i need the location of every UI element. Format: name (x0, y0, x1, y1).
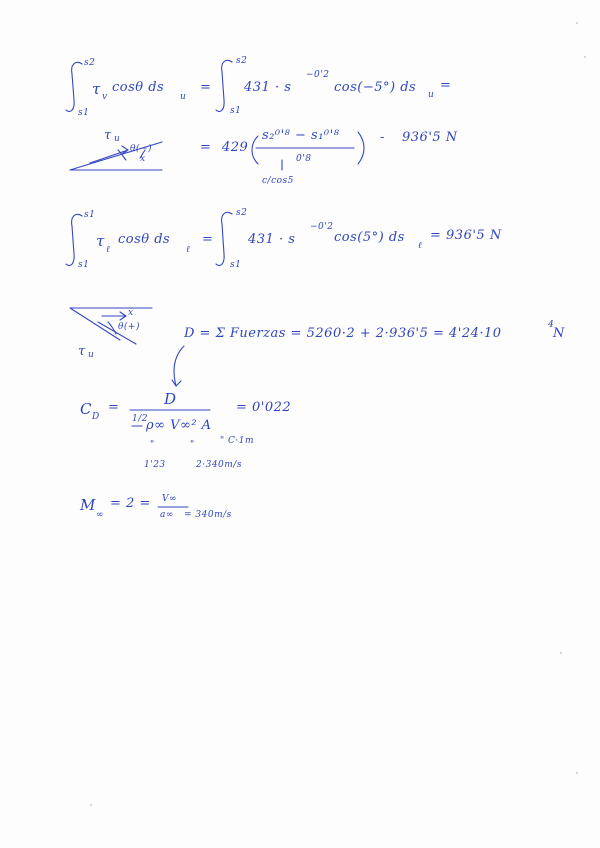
eq3-integrand: τ (96, 232, 105, 250)
eq2-coefficient: 429 (222, 140, 249, 155)
integral-sign-3 (66, 214, 82, 265)
scan-speck (576, 22, 578, 24)
eq1-integrand: τ (92, 80, 101, 98)
eq5-equals: = (108, 400, 120, 415)
eq6-lhs: M (80, 496, 96, 514)
eq3-lower-limit-2: s1 (230, 260, 242, 270)
eq1-lower-limit-2: s1 (230, 106, 242, 116)
eq2-diagram-label: τ (104, 128, 112, 143)
integral-sign-4 (216, 212, 232, 265)
eq3-integrand-sub: ℓ (106, 245, 111, 255)
eq5-note-a: " (150, 440, 155, 450)
eq1-ds-sub: u (428, 90, 435, 100)
paren-right-eq2 (358, 132, 364, 164)
arrow-d (174, 346, 184, 386)
eq5-half: 1/2 (132, 414, 148, 424)
eq5-lhs: C (80, 400, 92, 418)
eq1-upper-limit-2: s2 (236, 56, 248, 66)
eq5-denominator: ρ∞ V∞² A (146, 418, 212, 433)
eq2-equals: = (200, 140, 212, 155)
eq5-lhs-sub: D (92, 412, 100, 422)
eq6-mid: = 2 = (110, 496, 151, 511)
eq4-diagram-sub: u (88, 350, 95, 360)
eq1-rest-sub: u (180, 92, 187, 102)
eq2-diagram-x: x (140, 154, 146, 164)
eq2-result-prefix: - (380, 130, 385, 145)
eq1-cosine: cos(−5°) ds (334, 80, 417, 95)
eq6-tail: = 340m/s (184, 510, 232, 520)
eq1-exponent: −0'2 (306, 70, 330, 80)
eq4-exponent: 4 (548, 320, 555, 330)
eq3-equals: = (202, 232, 214, 247)
eq1-equals: = (200, 80, 212, 95)
eq1-lower-limit: s1 (78, 108, 90, 118)
eq3-upper-limit: s1 (84, 210, 96, 220)
eq1-trailing-equals: = (440, 78, 452, 93)
eq3-lower-limit: s1 (78, 260, 90, 270)
eq5-note-b: " (190, 440, 195, 450)
eq3-cosine: cos(5°) ds (334, 230, 405, 245)
eq3-coefficient: 431 · s (248, 232, 296, 247)
eq4-diagram-label: τ (78, 344, 86, 359)
eq3-rest-sub: ℓ (186, 245, 191, 255)
eq3-ds-sub: ℓ (418, 241, 423, 251)
eq1-integrand-sub: v (102, 92, 108, 102)
eq4-diagram-angle: θ(+) (118, 322, 140, 332)
eq2-note: c/cos5 (262, 176, 294, 186)
eq5-numerator: D (164, 390, 177, 408)
scan-speck (576, 772, 578, 774)
eq4-unit: N (553, 326, 565, 341)
eq2-result: 936'5 N (402, 130, 458, 145)
integral-sign-1 (66, 62, 82, 111)
eq6-lhs-sub: ∞ (96, 510, 104, 520)
scan-speck (560, 652, 562, 654)
eq3-exponent: −0'2 (310, 222, 334, 232)
scan-speck (90, 804, 92, 806)
integral-sign-2 (216, 60, 232, 111)
eq1-upper-limit: s2 (84, 58, 96, 68)
eq3-rest: cosθ ds (118, 232, 171, 247)
eq3-upper-limit-2: s2 (236, 208, 248, 218)
eq2-diagram-angle: θ(−) (130, 144, 152, 154)
eq4-drag-sum: D = Σ Fuerzas = 5260·2 + 2·936'5 = 4'24·10 (184, 326, 502, 341)
eq5-result: = 0'022 (236, 400, 292, 415)
eq1-coefficient: 431 · s (244, 80, 292, 95)
paren-left-eq2 (252, 136, 258, 164)
eq5-velocity-value: 2·340m/s (196, 460, 242, 470)
eq5-rho-value: 1'23 (144, 460, 166, 470)
eq4-diagram-x: x (128, 308, 134, 318)
eq6-numerator: V∞ (162, 494, 177, 504)
eq1-rest: cosθ ds (112, 80, 165, 95)
eq2-numerator: s₂⁰'⁸ − s₁⁰'⁸ (262, 128, 340, 143)
eq2-diagram-sub: u (114, 134, 121, 144)
eq2-denominator: 0'8 (296, 154, 312, 164)
eq6-denominator: a∞ (160, 510, 174, 520)
eq3-result: = 936'5 N (430, 228, 502, 243)
scan-speck (584, 56, 586, 58)
eq5-note-c: " C·1m (220, 436, 255, 446)
